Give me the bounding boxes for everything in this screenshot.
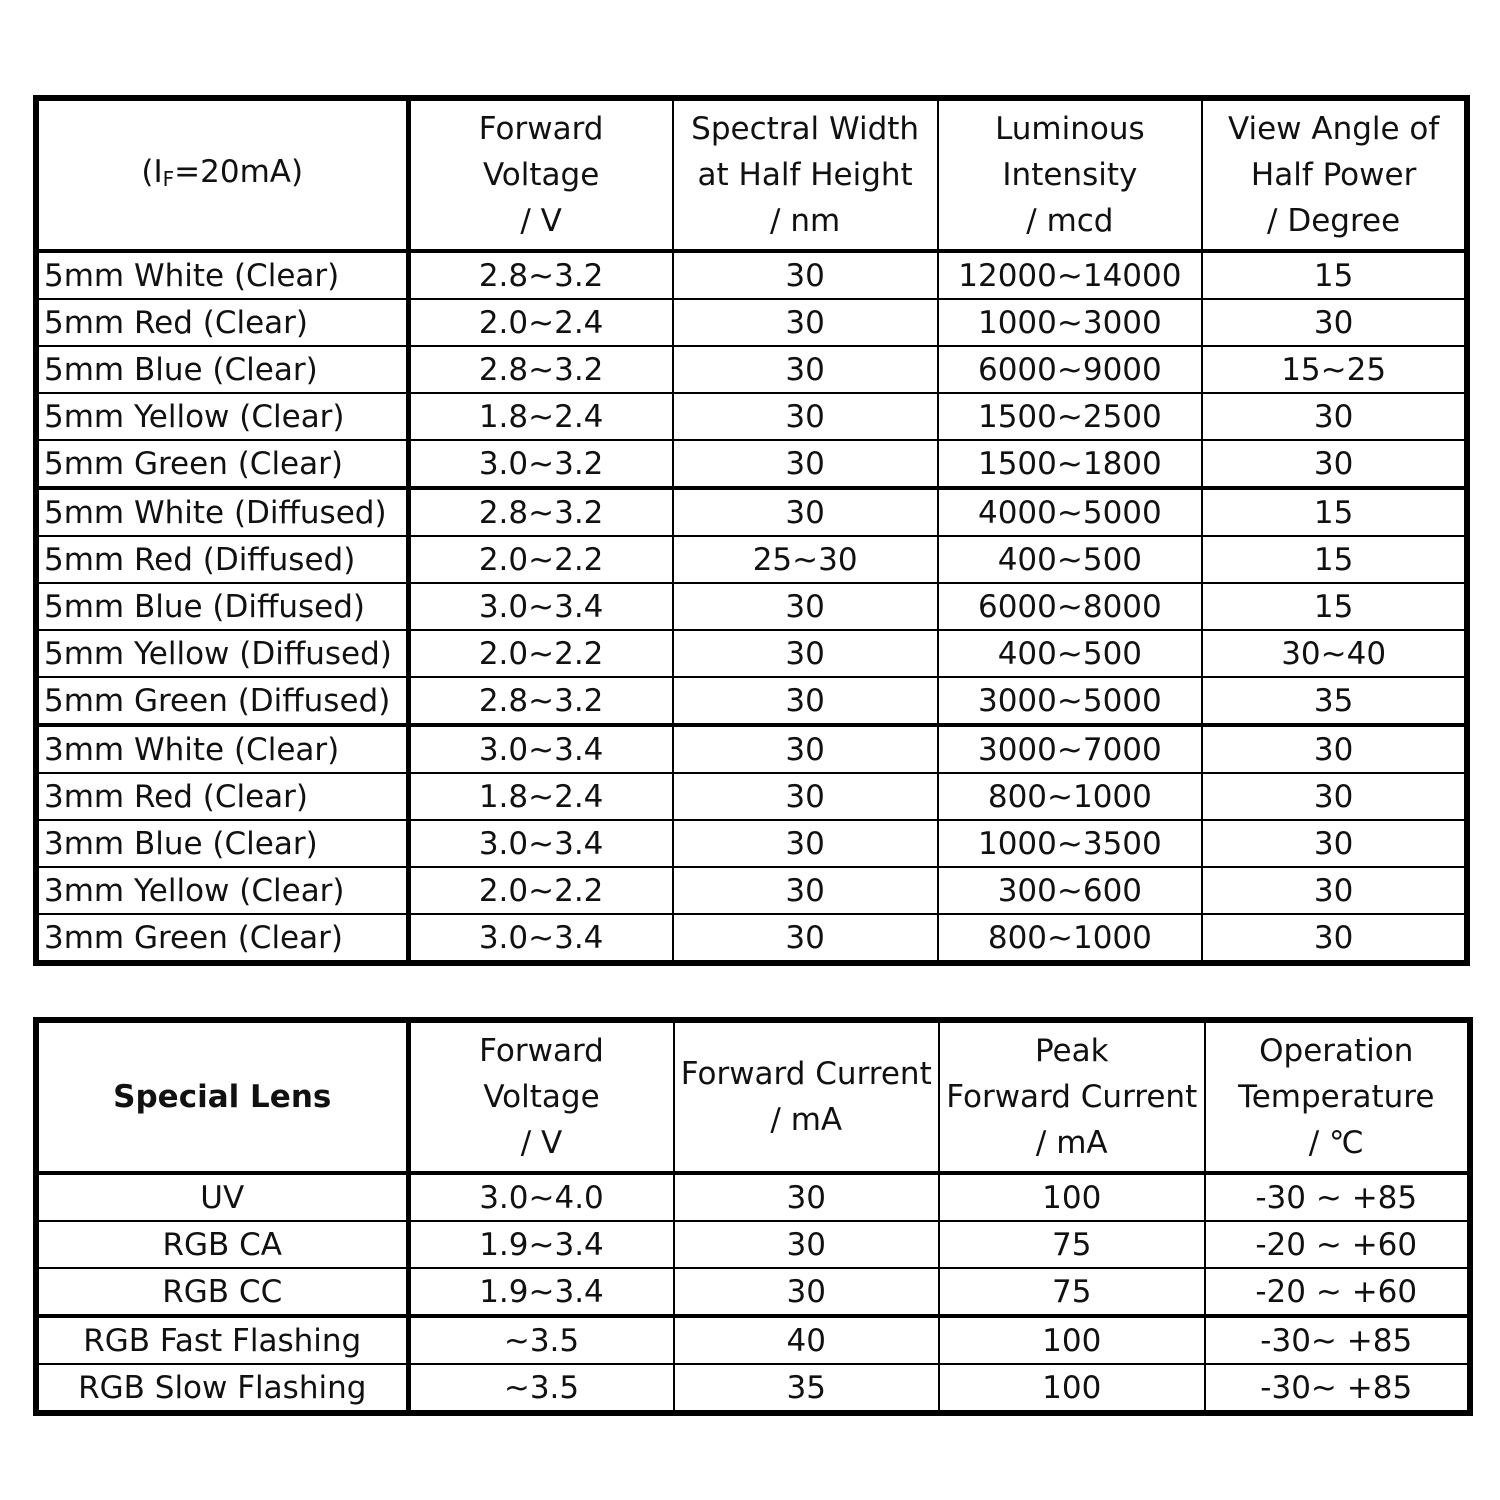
table-cell: 30 <box>1202 393 1467 440</box>
table-row <box>36 488 1467 536</box>
table-cell: 30 <box>674 1221 940 1268</box>
row-label-cell: 5mm Yellow (Clear) <box>36 393 408 440</box>
table-row <box>36 583 1467 630</box>
table-cell: 30 <box>673 820 938 867</box>
table-cell: 300~600 <box>938 867 1203 914</box>
header-operation-temperature: Operation Temperature / ℃ <box>1205 1020 1471 1173</box>
table-cell: 30 <box>1202 299 1467 346</box>
table-cell: 800~1000 <box>938 773 1203 820</box>
header-forward-voltage: Forward Voltage / V <box>408 1020 674 1173</box>
table-cell: 1.9~3.4 <box>408 1268 674 1316</box>
row-label-cell: 5mm Green (Clear) <box>36 440 408 488</box>
table-cell: 100 <box>939 1316 1205 1364</box>
row-label-cell: 5mm Red (Clear) <box>36 299 408 346</box>
table-cell: 400~500 <box>938 630 1203 677</box>
row-label-cell: 3mm Blue (Clear) <box>36 820 408 867</box>
row-label-cell: RGB Fast Flashing <box>36 1316 408 1364</box>
header-forward-voltage: Forward Voltage / V <box>408 98 673 251</box>
table-cell: 1500~2500 <box>938 393 1203 440</box>
table-cell: 15~25 <box>1202 346 1467 393</box>
table-row <box>36 393 1467 440</box>
table-row <box>36 914 1467 963</box>
header-peak-forward-current: Peak Forward Current / mA <box>939 1020 1205 1173</box>
table-cell: 15 <box>1202 251 1467 299</box>
row-label-cell: 3mm White (Clear) <box>36 725 408 773</box>
row-label-cell: 5mm Green (Diffused) <box>36 677 408 725</box>
table-cell: 15 <box>1202 536 1467 583</box>
table-cell: 3.0~3.4 <box>408 725 673 773</box>
table-row <box>36 536 1467 583</box>
table-cell: 1.9~3.4 <box>408 1221 674 1268</box>
table-cell: 35 <box>674 1364 940 1413</box>
table-cell: 6000~8000 <box>938 583 1203 630</box>
table-cell: 30 <box>673 346 938 393</box>
header-forward-current: Forward Current / mA <box>674 1020 940 1173</box>
row-label-cell: 3mm Red (Clear) <box>36 773 408 820</box>
row-label-cell: RGB Slow Flashing <box>36 1364 408 1413</box>
table-cell: 100 <box>939 1173 1205 1221</box>
table-row <box>36 725 1467 773</box>
header-luminous-intensity: Luminous Intensity / mcd <box>938 98 1203 251</box>
table-cell: -30~ +85 <box>1205 1316 1471 1364</box>
table-row <box>36 440 1467 488</box>
row-label-cell: 5mm Yellow (Diffused) <box>36 630 408 677</box>
table-cell: 30 <box>673 488 938 536</box>
table-cell: 30 <box>673 867 938 914</box>
table-cell: 1.8~2.4 <box>408 393 673 440</box>
table-cell: 30 <box>674 1173 940 1221</box>
header-row <box>36 1020 1470 1173</box>
table-cell: 15 <box>1202 583 1467 630</box>
table-cell: 6000~9000 <box>938 346 1203 393</box>
table-cell: 4000~5000 <box>938 488 1203 536</box>
table-cell: 400~500 <box>938 536 1203 583</box>
row-label-cell: 5mm Blue (Clear) <box>36 346 408 393</box>
table-cell: 3000~5000 <box>938 677 1203 725</box>
table-cell: 25~30 <box>673 536 938 583</box>
table-cell: 30 <box>673 299 938 346</box>
table-cell: 30 <box>673 440 938 488</box>
table-row <box>36 630 1467 677</box>
table-cell: -20 ~ +60 <box>1205 1221 1471 1268</box>
table-row <box>36 677 1467 725</box>
table-cell: 12000~14000 <box>938 251 1203 299</box>
table-row <box>36 1268 1470 1316</box>
table-row <box>36 1221 1470 1268</box>
table-cell: 3.0~3.4 <box>408 914 673 963</box>
special-lens-table <box>33 1017 1473 1416</box>
table-cell: 1500~1800 <box>938 440 1203 488</box>
table-cell: 2.0~2.2 <box>408 630 673 677</box>
table-row <box>36 773 1467 820</box>
table-cell: 800~1000 <box>938 914 1203 963</box>
table-cell: 30 <box>673 677 938 725</box>
table-cell: 30 <box>1202 440 1467 488</box>
row-label-cell: UV <box>36 1173 408 1221</box>
table-cell: 30 <box>673 914 938 963</box>
table-cell: -30 ~ +85 <box>1205 1173 1471 1221</box>
table-row <box>36 820 1467 867</box>
row-label-cell: 3mm Green (Clear) <box>36 914 408 963</box>
table-cell: 2.8~3.2 <box>408 677 673 725</box>
table-cell: 15 <box>1202 488 1467 536</box>
table-cell: 30 <box>673 725 938 773</box>
row-label-cell: 5mm White (Diffused) <box>36 488 408 536</box>
table-cell: 30~40 <box>1202 630 1467 677</box>
table-cell: 3.0~3.4 <box>408 820 673 867</box>
table-row <box>36 346 1467 393</box>
row-label-cell: 5mm White (Clear) <box>36 251 408 299</box>
table-cell: 30 <box>1202 867 1467 914</box>
table-cell: ~3.5 <box>408 1364 674 1413</box>
table-cell: 2.8~3.2 <box>408 251 673 299</box>
table-cell: 30 <box>673 630 938 677</box>
table-row <box>36 299 1467 346</box>
table-cell: 30 <box>1202 725 1467 773</box>
table-cell: -30~ +85 <box>1205 1364 1471 1413</box>
table-cell: 3000~7000 <box>938 725 1203 773</box>
table-cell: 30 <box>1202 820 1467 867</box>
table-row <box>36 1316 1470 1364</box>
table-cell: 3.0~3.2 <box>408 440 673 488</box>
row-label-cell: 5mm Red (Diffused) <box>36 536 408 583</box>
table-cell: 35 <box>1202 677 1467 725</box>
table-cell: 30 <box>673 251 938 299</box>
table-row <box>36 251 1467 299</box>
table-cell: 100 <box>939 1364 1205 1413</box>
table-cell: 3.0~4.0 <box>408 1173 674 1221</box>
table-cell: 30 <box>674 1268 940 1316</box>
table-cell: 75 <box>939 1221 1205 1268</box>
led-spec-table <box>33 95 1470 966</box>
table-cell: 30 <box>673 773 938 820</box>
table-cell: 2.0~2.2 <box>408 867 673 914</box>
row-label-cell: RGB CA <box>36 1221 408 1268</box>
table-cell: 1000~3000 <box>938 299 1203 346</box>
table-row <box>36 867 1467 914</box>
table-cell: 2.8~3.2 <box>408 488 673 536</box>
table-row <box>36 1173 1470 1221</box>
table-cell: 30 <box>1202 773 1467 820</box>
table-cell: 30 <box>673 583 938 630</box>
row-label-cell: 5mm Blue (Diffused) <box>36 583 408 630</box>
table-cell: 2.8~3.2 <box>408 346 673 393</box>
corner-cell: Special Lens <box>36 1020 408 1173</box>
table-cell: -20 ~ +60 <box>1205 1268 1471 1316</box>
table-cell: 3.0~3.4 <box>408 583 673 630</box>
table-cell: 40 <box>674 1316 940 1364</box>
table-row <box>36 1364 1470 1413</box>
corner-cell: $(I_F=20mA)$ <box>36 98 408 251</box>
table-cell: 2.0~2.2 <box>408 536 673 583</box>
table-cell: 75 <box>939 1268 1205 1316</box>
table-cell: 30 <box>673 393 938 440</box>
row-label-cell: RGB CC <box>36 1268 408 1316</box>
row-label-cell: 3mm Yellow (Clear) <box>36 867 408 914</box>
table-cell: 30 <box>1202 914 1467 963</box>
table-cell: 2.0~2.4 <box>408 299 673 346</box>
table-cell: 1.8~2.4 <box>408 773 673 820</box>
table-cell: 1000~3500 <box>938 820 1203 867</box>
header-view-angle: View Angle of Half Power / Degree <box>1202 98 1467 251</box>
header-spectral-width: Spectral Width at Half Height / nm <box>673 98 938 251</box>
table-cell: ~3.5 <box>408 1316 674 1364</box>
header-row <box>36 98 1467 251</box>
